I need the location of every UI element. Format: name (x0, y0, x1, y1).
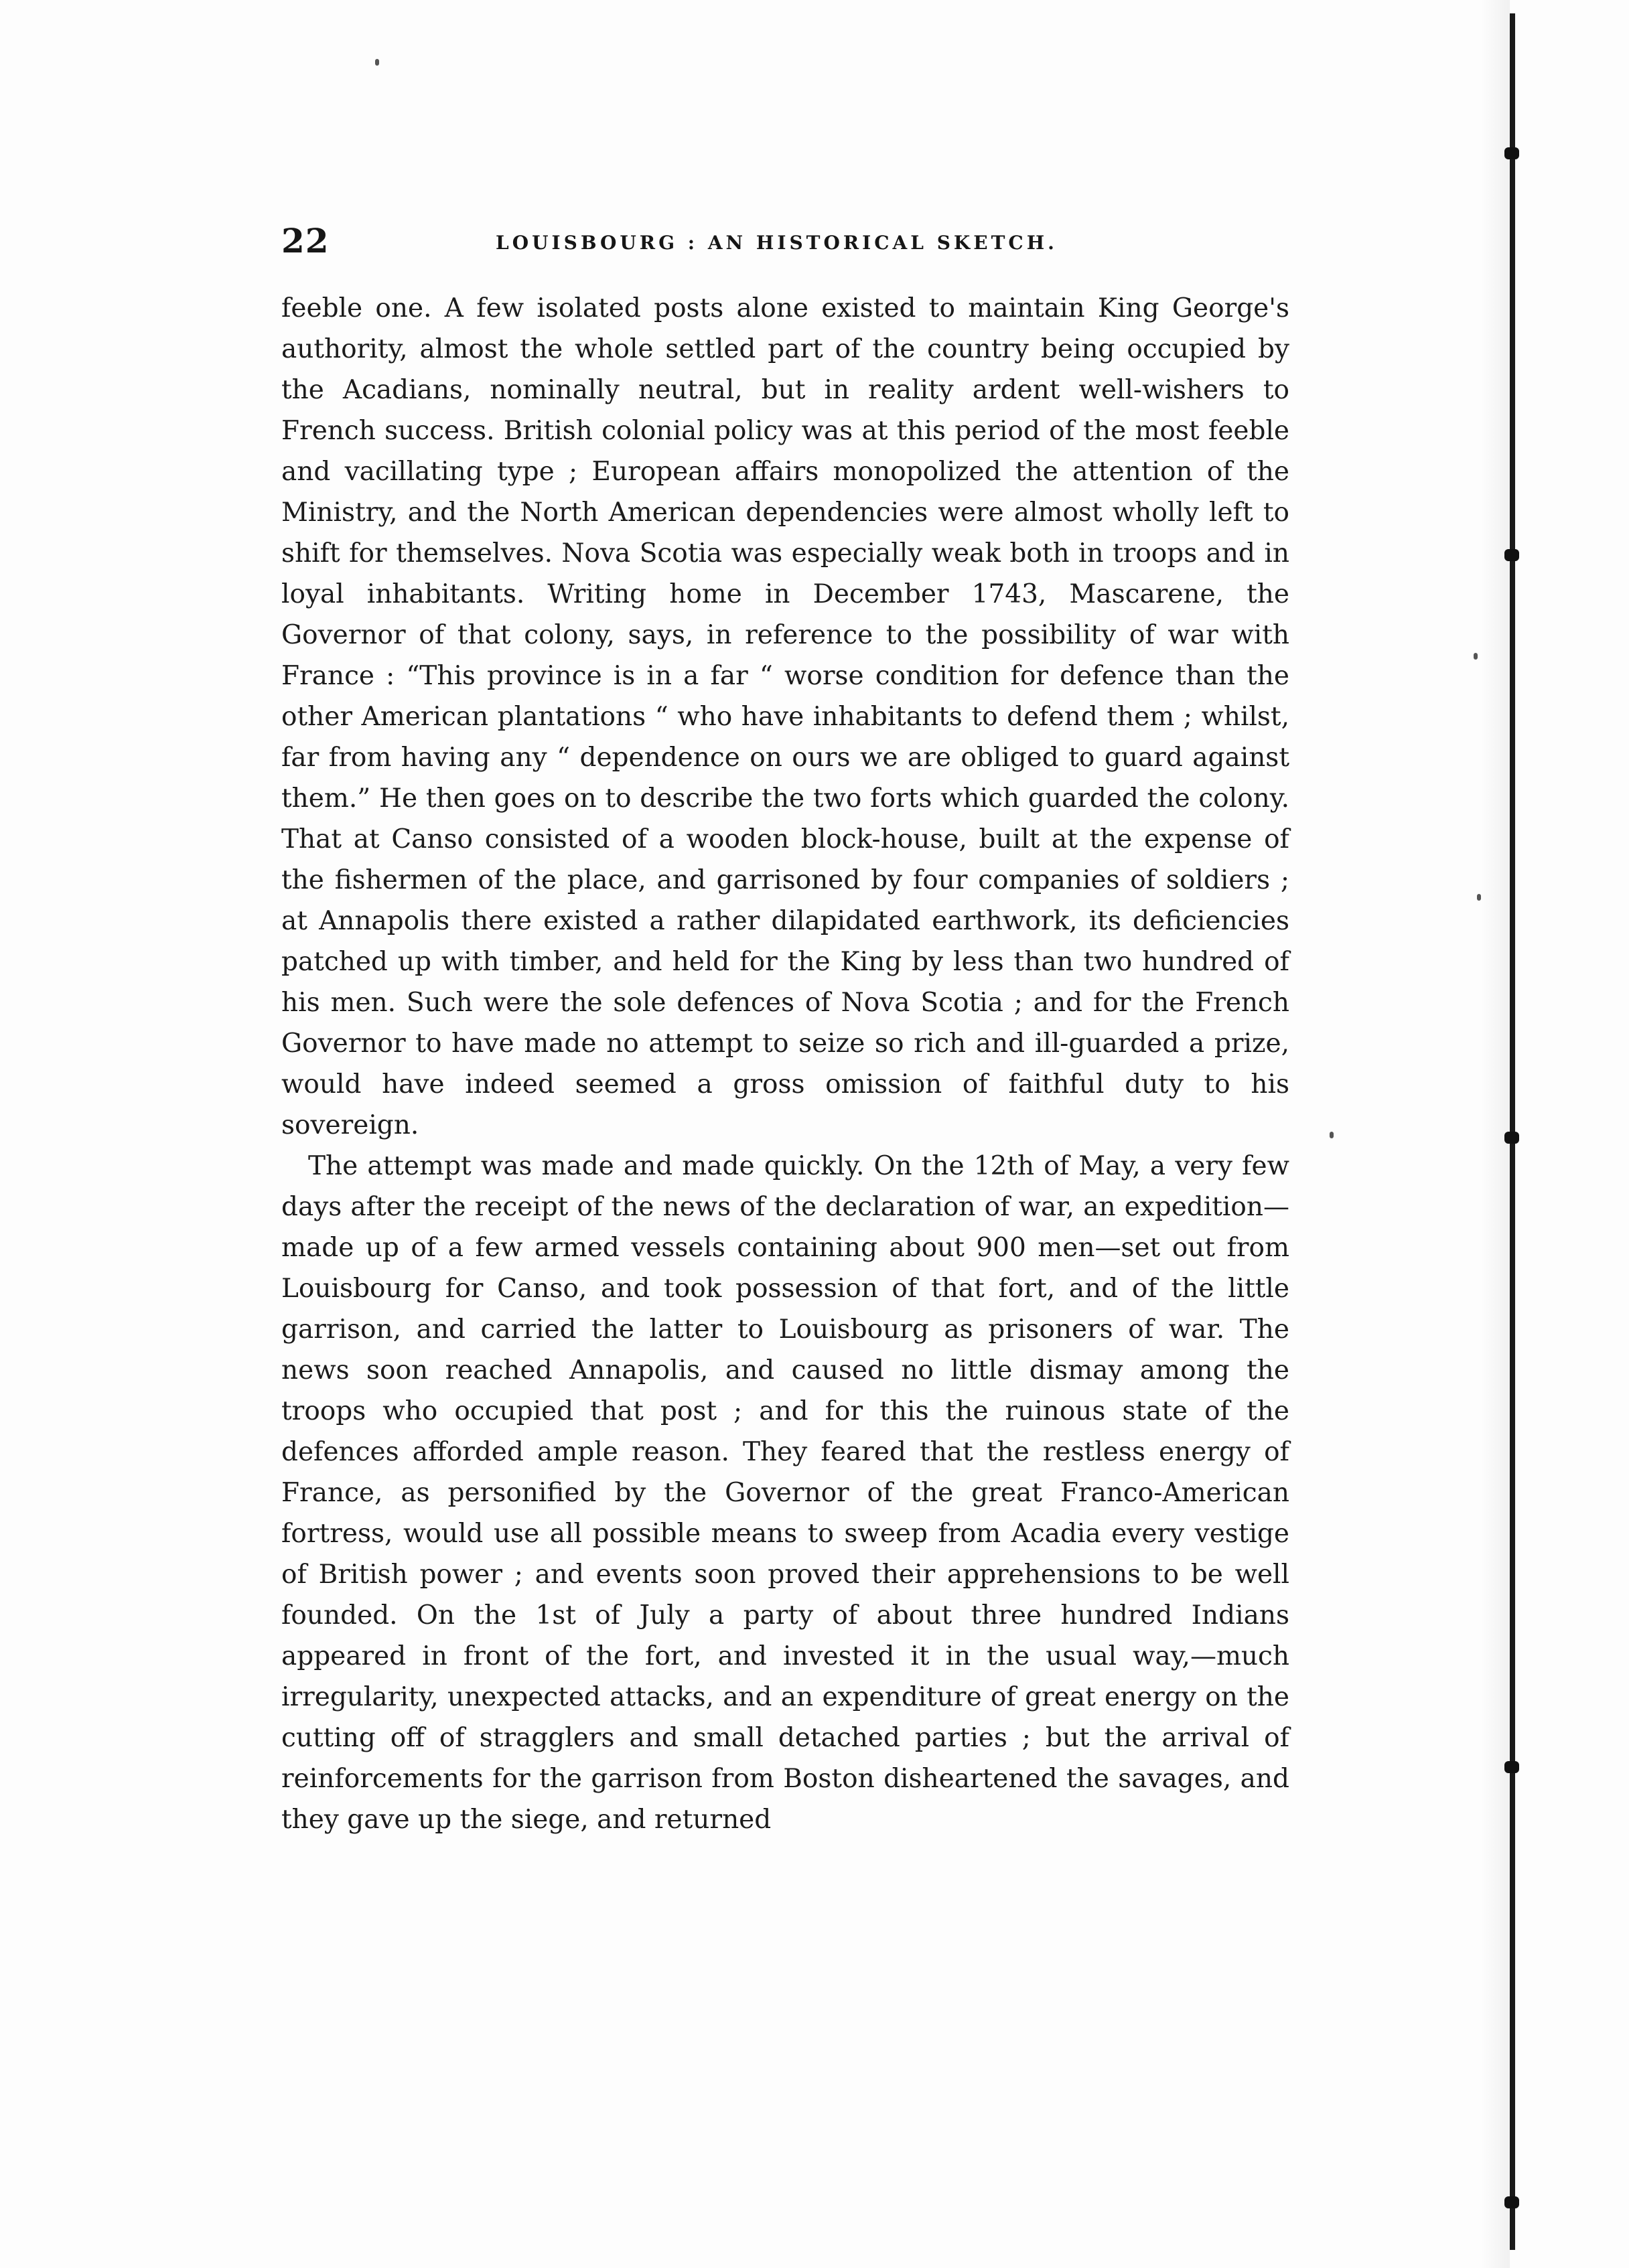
gutter-mark (1504, 2196, 1519, 2208)
gutter-mark (1504, 1761, 1519, 1773)
body-text (281, 288, 1289, 1840)
scan-speck (1330, 1132, 1334, 1138)
gutter-mark (1504, 1132, 1519, 1144)
page-number: 22 (281, 221, 330, 260)
paragraph: The attempt was made and made quickly. On the 12th of May, a very few days after the receipt of the news of the declaration of war, an expedition—made up of a few armed vessels containing about 900 men—set out from Louisbourg for Canso, and took possession of that fort, and of the little garrison, and carried the latter to Louisbourg as prisoners of war. The news soon reached Annapolis, and caused no little dismay among the troops who occupied that post ; and for this the ruinous state of the defences afforded ample reason. They feared that the restless energy of France, as personified by the Governor of the great Franco-American fortress, would use all possible means to sweep from Acadia every vestige of British power ; and events soon proved their apprehensions to be well founded. On the 1st of July a party of about three hundred Indians appeared in front of the fort, and invested it in the usual way,—much irregularity, unexpected attacks, and an expenditure of great energy on the cutting off of stragglers and small detached parties ; but the arrival of reinforcements for the garrison from Boston disheartened the savages, and they gave up the siege, and returned (281, 1151, 1289, 1835)
gutter-mark (1504, 549, 1519, 561)
gutter-mark (1504, 147, 1519, 159)
page-header (281, 221, 1293, 268)
scan-speck (1474, 653, 1478, 660)
scan-speck (1477, 894, 1481, 901)
paragraph: feeble one. A few isolated posts alone existed to maintain King George's authority, almost the whole settled part of the country being occupied by the Acadians, nominally neutral, but in reality ardent well-wishers to French success. British colonial policy was at this period of the most feeble and vacillating type ; European affairs monopolized the attention of the Ministry, and the North American dependencies were almost wholly left to shift for themselves. Nova Scotia was especially weak both in troops and in loyal inhabitants. Writing home in December 1743, Mascarene, the Governor of that colony, says, in reference to the possibility of war with France : “This province is in a far “ worse condition for defence than the other American plantations “ who have inhabitants to defend them ; whilst, far from having any “ dependence on ours we are obliged to guard against them.” He then goes on to describe the two forts which guarded the colony. That at Canso consisted of a wooden block-house, built at the expense of the fishermen of the place, and garrisoned by four companies of soldiers ; at Annapolis there existed a rather dilapidated earthwork, its deficiencies patched up with timber, and held for the King by less than two hundred of his men. Such were the sole defences of Nova Scotia ; and for the French Governor to have made no attempt to seize so rich and ill-guarded a prize, would have indeed seemed a gross omission of faithful duty to his sovereign. (281, 293, 1289, 1140)
scan-speck (375, 59, 379, 66)
running-head: LOUISBOURG : AN HISTORICAL SKETCH. (496, 232, 1058, 254)
